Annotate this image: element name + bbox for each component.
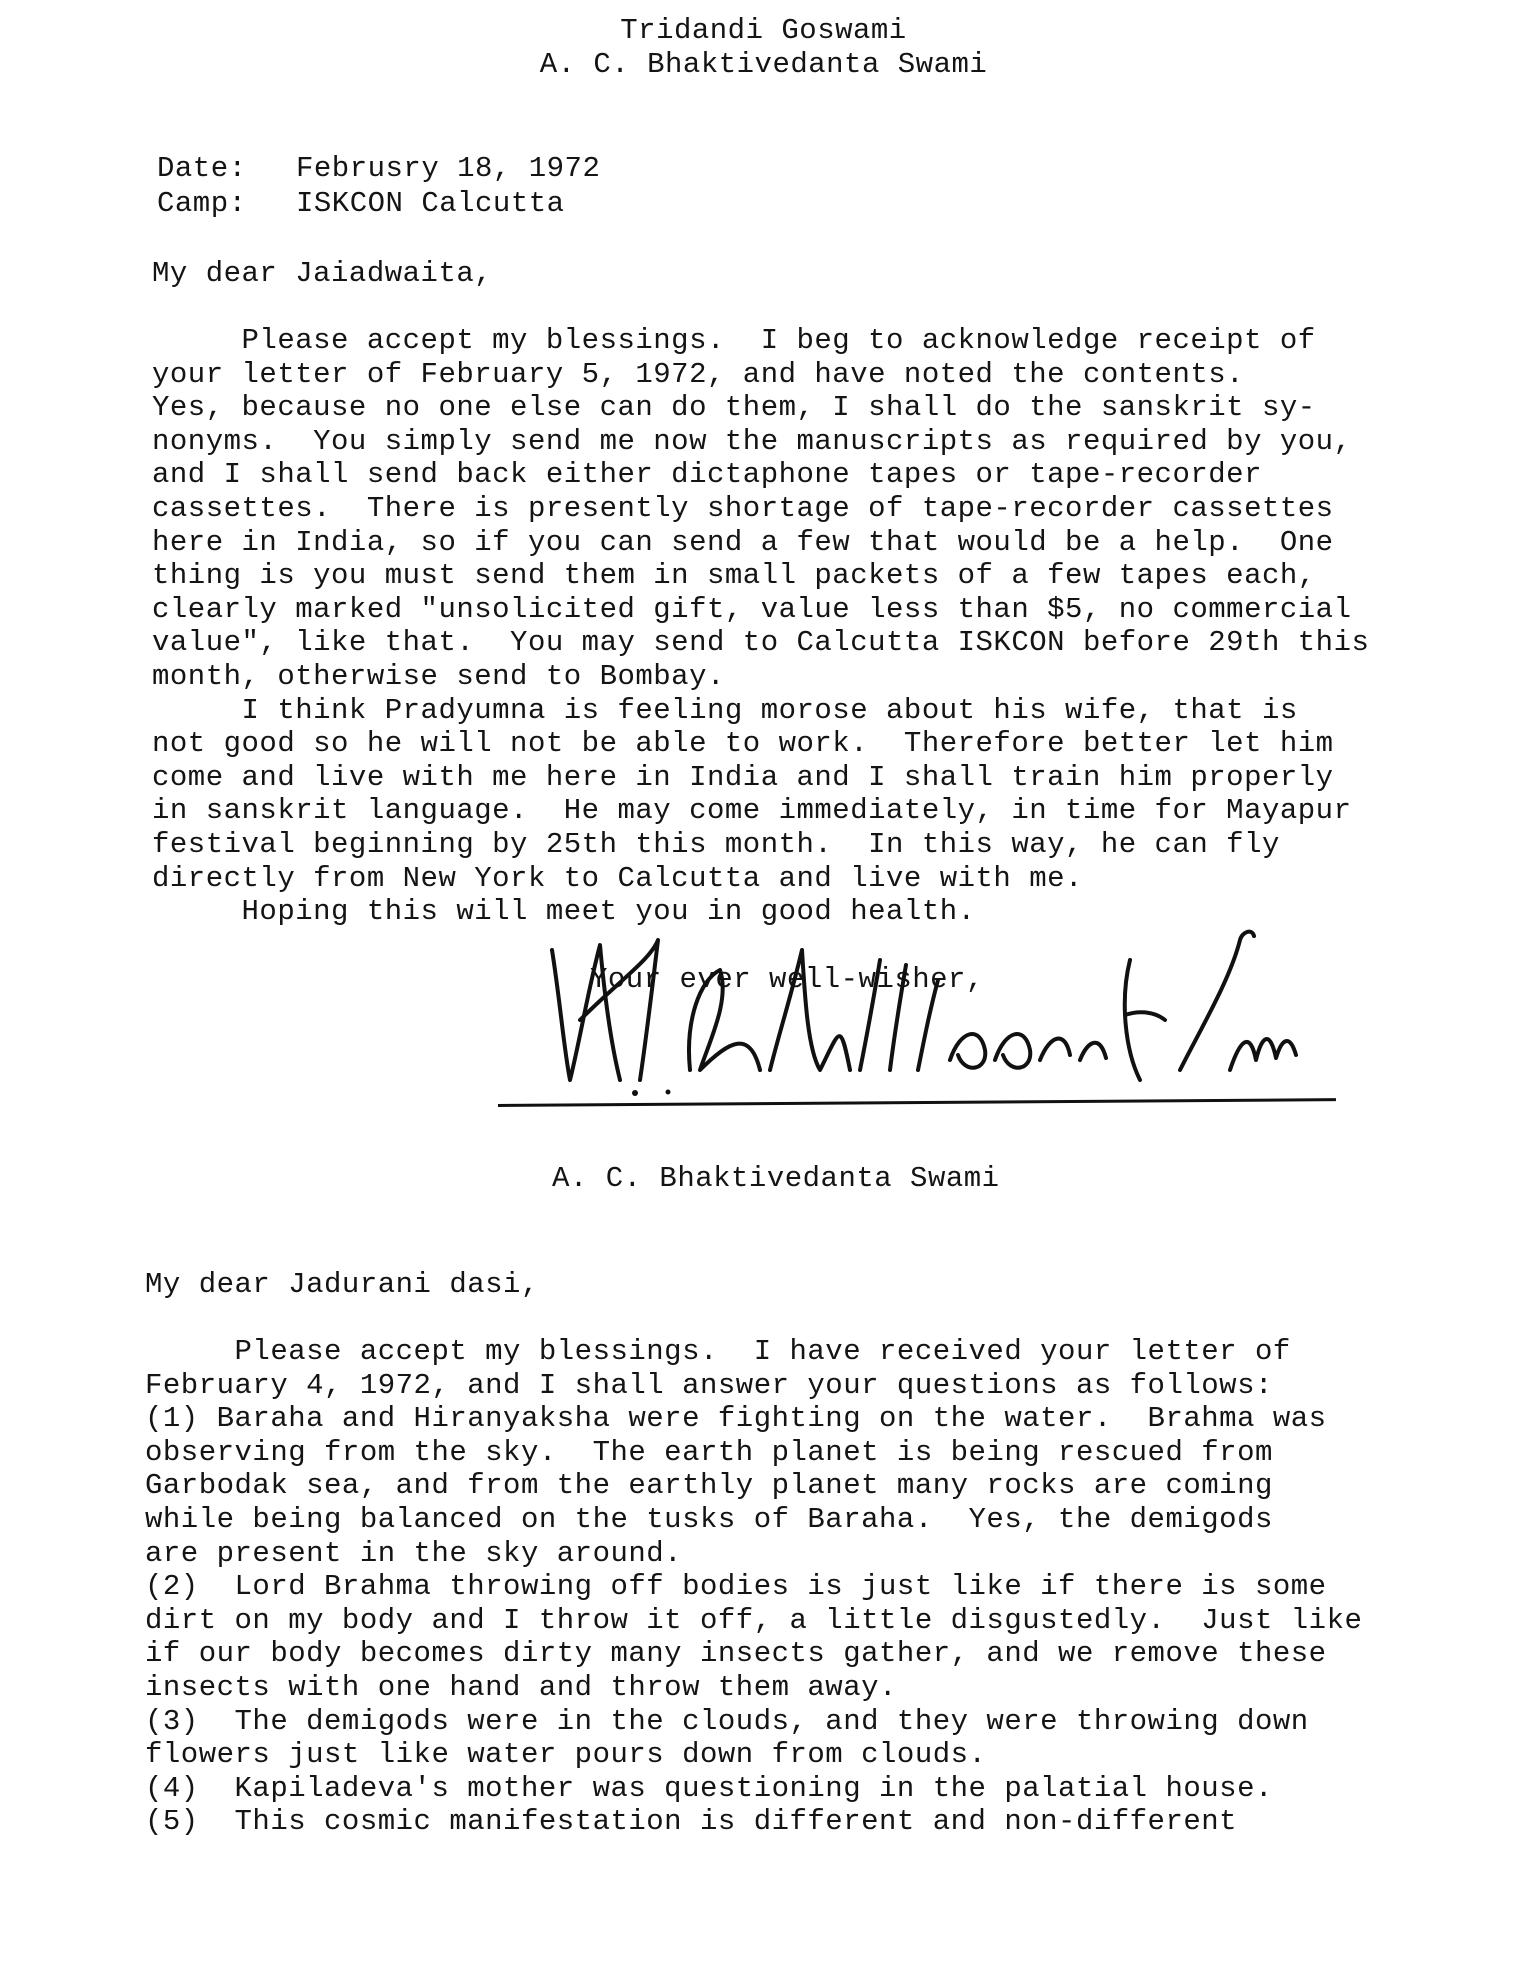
letter1-body-line: thing is you must send them in small packets of a few tapes each,	[152, 559, 1316, 593]
camp-value: ISKCON Calcutta	[296, 187, 565, 220]
date-value: Februsry 18, 1972	[296, 152, 601, 185]
letter1-body-line: in sanskrit language. He may come immediately, in time for Mayapur	[152, 794, 1352, 828]
letter2-body-line: if our body becomes dirty many insects gather, and we remove these	[145, 1637, 1327, 1671]
letter2-body-line: flowers just like water pours down from clouds.	[145, 1738, 987, 1772]
letter2-body-line: (4) Kapiladeva's mother was questioning in the palatial house.	[145, 1771, 1273, 1805]
letter2-body-line: insects with one hand and throw them away.	[145, 1671, 897, 1704]
letter2-body-line: (2) Lord Brahma throwing off bodies is just like if there is some	[145, 1570, 1327, 1604]
letter1-salutation: My dear Jaiadwaita,	[152, 257, 493, 290]
handwritten-signature	[540, 920, 1310, 1100]
camp-label: Camp:	[157, 187, 247, 220]
letter1-signature-name: A. C. Bhaktivedanta Swami	[552, 1162, 1000, 1195]
letter2-body-line: are present in the sky around.	[145, 1536, 683, 1570]
letter1-body-line: I think Pradyumna is feeling morose about his wife, that is	[152, 693, 1298, 727]
letter1-body-line: not good so he will not be able to work. Therefore better let him	[152, 727, 1334, 761]
letter2-body-line: (3) The demigods were in the clouds, and they were throwing down	[145, 1704, 1309, 1738]
letter2-body-line: (5) This cosmic manifestation is different and non-different	[145, 1805, 1238, 1839]
letter1-body-line: your letter of February 5, 1972, and have noted the contents.	[152, 357, 1245, 391]
letter2-body-line: February 4, 1972, and I shall answer your questions as follows:	[145, 1368, 1273, 1402]
letter1-body-line: and I shall send back either dictaphone tapes or tape-recorder	[152, 458, 1262, 492]
letter1-body-line: nonyms. You simply send me now the manuscripts as required by you,	[152, 424, 1352, 458]
date-label: Date:	[157, 152, 247, 185]
letter1-closing: Your ever well-wisher,	[590, 963, 984, 996]
letterhead-line-2: A. C. Bhaktivedanta Swami	[539, 48, 988, 81]
letter1-body-line: directly from New York to Calcutta and live with me.	[152, 861, 1083, 895]
letter2-body-line: (1) Baraha and Hiranyaksha were fighting on the water. Brahma was	[145, 1402, 1327, 1436]
letter1-body-line: festival beginning by 25th this month. In this way, he can fly	[152, 828, 1280, 861]
letter2-body-line: dirt on my body and I throw it off, a little disgustedly. Just like	[145, 1603, 1363, 1637]
letter1-body-line: Please accept my blessings. I beg to acknowledge receipt of	[152, 324, 1316, 357]
letter1-body-line: Hoping this will meet you in good health.	[152, 895, 976, 929]
letter2-salutation: My dear Jadurani dasi,	[145, 1268, 539, 1301]
letterhead-line-1: Tridandi Goswami	[620, 14, 907, 47]
letter1-body-line: here in India, so if you can send a few that would be a help. One	[152, 525, 1334, 559]
letter1-body-line: Yes, because no one else can do them, I shall do the sanskrit sy-	[152, 391, 1316, 425]
letter1-body-line: month, otherwise send to Bombay.	[152, 660, 725, 693]
letter1-body-line: cassettes. There is presently shortage of tape-recorder cassettes	[152, 492, 1334, 525]
letter1-body-line: clearly marked "unsolicited gift, value less than $5, no commercial	[152, 592, 1352, 626]
letter1-body-line: come and live with me here in India and I shall train him properly	[152, 760, 1334, 794]
letter1-body-line: value", like that. You may send to Calcutta ISKCON before 29th this	[152, 626, 1370, 660]
letter2-body-line: observing from the sky. The earth planet is being rescued from	[145, 1435, 1273, 1469]
letter2-body-line: Garbodak sea, and from the earthly planet many rocks are coming	[145, 1469, 1273, 1503]
letter2-body-line: while being balanced on the tusks of Baraha. Yes, the demigods	[145, 1503, 1273, 1536]
letter2-body-line: Please accept my blessings. I have received your letter of	[145, 1335, 1291, 1368]
